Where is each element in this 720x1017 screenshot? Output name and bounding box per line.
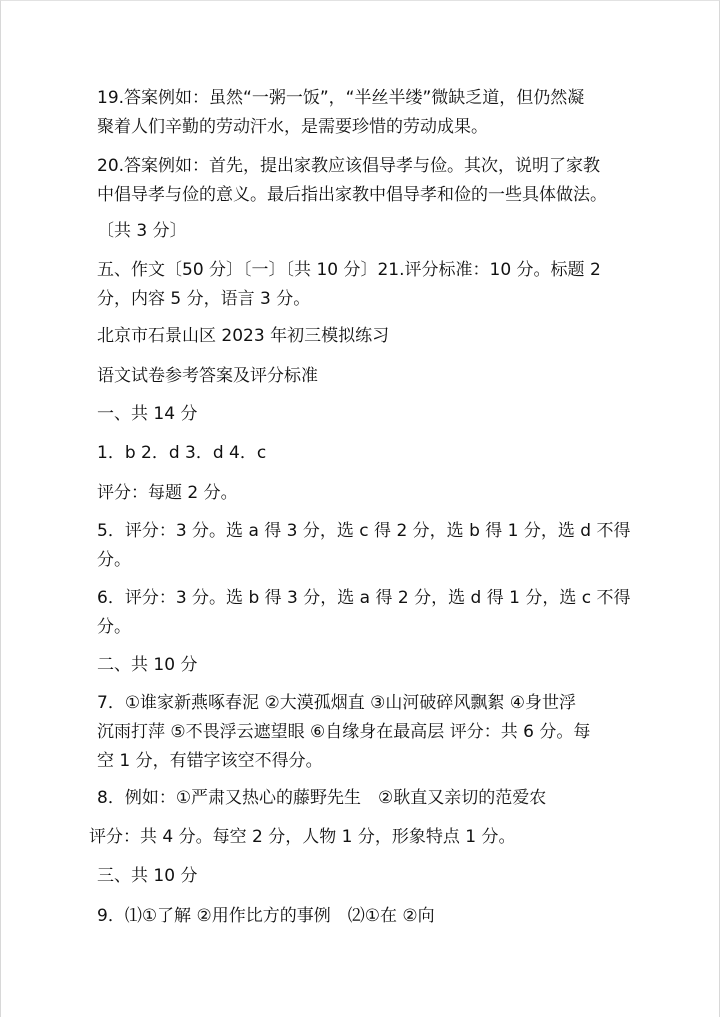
text-line: 评分：共 4 分。每空 2 分，人物 1 分，形象特点 1 分。 — [89, 827, 516, 847]
text-line: 〔共 3 分〕 — [97, 221, 187, 241]
text-line: 空 1 分，有错字该空不得分。 — [97, 751, 323, 771]
text-line: 9．⑴①了解 ②用作比方的事例 ⑵①在 ②向 — [97, 906, 435, 926]
answer-20 — [97, 152, 645, 210]
scoring-8 — [89, 823, 637, 852]
text-line: 分，内容 5 分，语言 3 分。 — [97, 289, 311, 309]
scoring-1-4 — [97, 479, 645, 508]
text-line: 6．评分：3 分。选 b 得 3 分，选 a 得 2 分，选 d 得 1 分，选 c 不得 — [97, 588, 631, 608]
answer-7 — [97, 689, 645, 776]
text-line: 分。 — [97, 550, 131, 570]
section-3-heading — [97, 862, 645, 891]
essay-scoring — [97, 256, 645, 314]
answer-5 — [97, 517, 645, 575]
answer-8 — [97, 784, 645, 813]
text-line: 分。 — [97, 617, 131, 637]
text-line: 19.答案例如：虽然“一粥一饭”，“半丝半缕”微缺乏道，但仍然凝 — [97, 88, 585, 108]
answer-6 — [97, 584, 645, 642]
text-line: 语文试卷参考答案及评分标准 — [97, 366, 318, 386]
text-line: 北京市石景山区 2023 年初三模拟练习 — [97, 326, 390, 346]
text-line: 7．①谁家新燕啄春泥 ②大漠孤烟直 ③山河破碎风飘絮 ④身世浮 — [97, 693, 576, 713]
text-line: 20.答案例如：首先，提出家教应该倡导孝与俭。其次，说明了家教 — [97, 156, 601, 176]
text-line: 中倡导孝与俭的意义。最后指出家教中倡导孝和俭的一些具体做法。 — [97, 185, 607, 205]
text-line: 聚着人们辛勤的劳动汗水，是需要珍惜的劳动成果。 — [97, 117, 488, 137]
answer-9 — [97, 902, 645, 931]
text-line: 评分：每题 2 分。 — [97, 483, 238, 503]
text-line: 二、共 10 分 — [97, 655, 198, 675]
text-line: 1．b 2．d 3．d 4．c — [97, 443, 267, 463]
text-line: 三、共 10 分 — [97, 866, 198, 886]
text-line: 一、共 14 分 — [97, 404, 198, 424]
answer-19 — [97, 84, 645, 142]
section-1-heading — [97, 400, 645, 429]
text-line: 8．例如：①严肃又热心的藤野先生 ②耿直又亲切的范爱农 — [97, 788, 547, 808]
text-line: 沉雨打萍 ⑤不畏浮云遮望眼 ⑥自缘身在最高层 评分：共 6 分。每 — [97, 722, 591, 742]
section-2-heading — [97, 651, 645, 680]
text-line: 五、作文〔50 分〕〔一〕〔共 10 分〕21.评分标准：10 分。标题 2 — [97, 260, 601, 280]
score-note — [97, 217, 645, 246]
exam-title — [97, 322, 645, 351]
answers-1-4 — [97, 439, 645, 468]
exam-subtitle — [97, 362, 645, 391]
text-line: 5．评分：3 分。选 a 得 3 分，选 c 得 2 分，选 b 得 1 分，选 d 不得 — [97, 521, 631, 541]
